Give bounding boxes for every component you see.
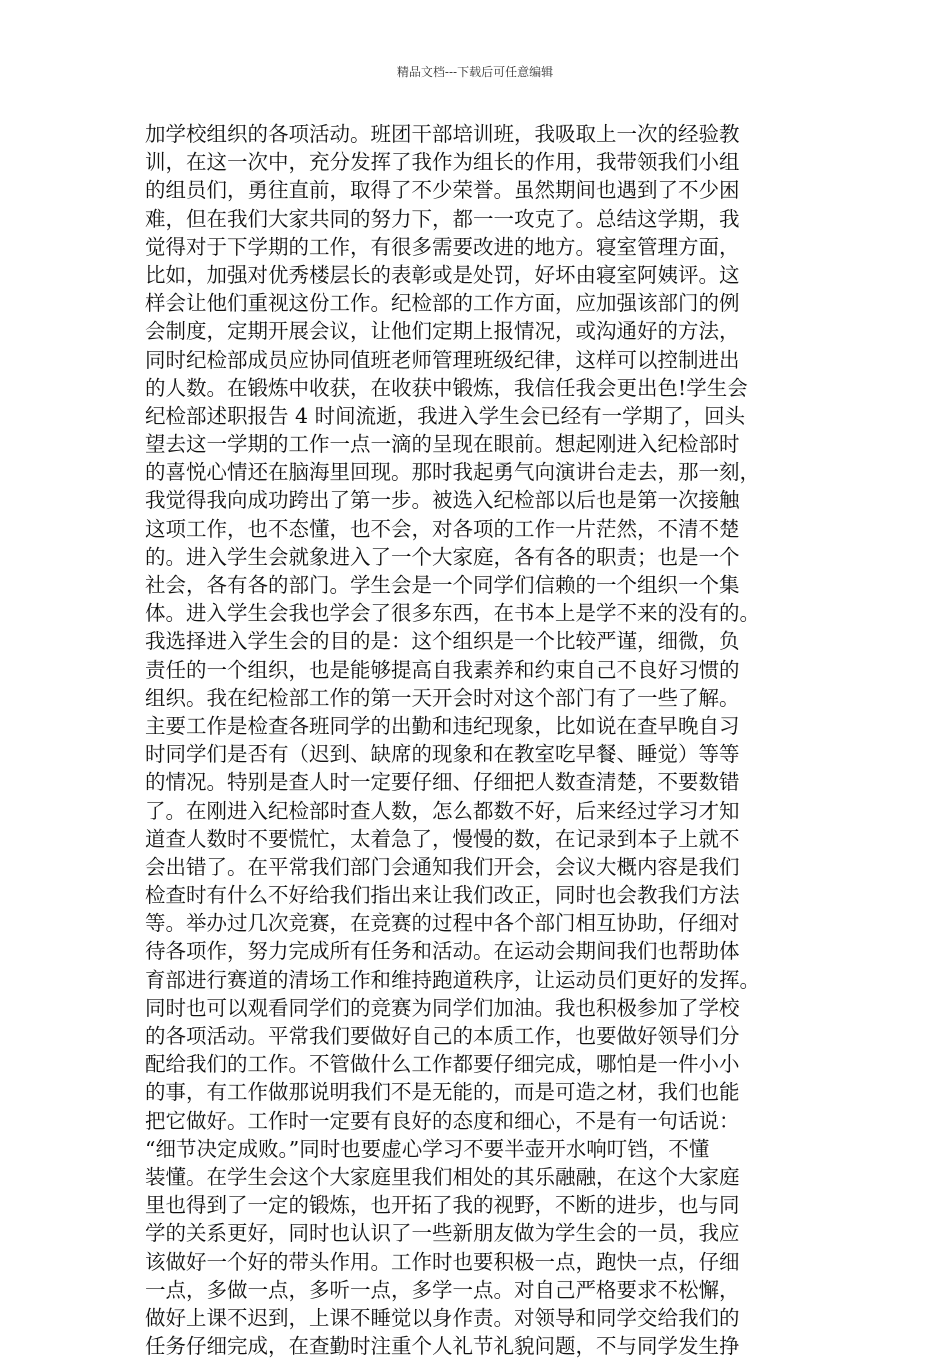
paragraph-line: 组织。我在纪检部工作的第一天开会时对这个部门有了一些了解。 <box>145 685 740 710</box>
paragraph-line: 觉得对于下学期的工作，有很多需要改进的地方。寝室管理方面， <box>145 234 740 259</box>
paragraph-line: 体。进入学生会我也学会了很多东西，在书本上是学不来的没有的。 <box>145 601 760 626</box>
paragraph-line: 的事，有工作做那说明我们不是无能的，而是可造之材，我们也能 <box>145 1080 740 1105</box>
paragraph-line: 主要工作是检查各班同学的出勤和违纪现象，比如说在查早晚自习 <box>145 713 740 738</box>
paragraph-line: 一点，多做一点，多听一点，多学一点。对自己严格要求不松懈， <box>145 1277 740 1302</box>
paragraph-line: 检查时有什么不好给我们指出来让我们改正，同时也会教我们方法 <box>145 883 740 908</box>
paragraph-line: “细节决定成败。”同时也要虚心学习不要半壶开水响叮铛，不懂 <box>145 1136 710 1161</box>
paragraph-line: 待各项作，努力完成所有任务和活动。在运动会期间我们也帮助体 <box>145 939 740 964</box>
paragraph-line: 我觉得我向成功跨出了第一步。被选入纪检部以后也是第一次接触 <box>145 488 740 513</box>
paragraph-line: 同时也可以观看同学们的竞赛为同学们加油。我也积极参加了学校 <box>145 995 740 1020</box>
paragraph-line: 等。举办过几次竞赛，在竞赛的过程中各个部门相互协助，仔细对 <box>145 911 740 936</box>
paragraph-line: 任务仔细完成，在查勤时注重个人礼节礼貌问题，不与同学发生挣 <box>145 1334 740 1359</box>
paragraph-line: 纪检部述职报告 4 时间流逝，我进入学生会已经有一学期了，回头 <box>145 403 746 428</box>
paragraph-line: 会出错了。在平常我们部门会通知我们开会，会议大概内容是我们 <box>145 854 740 879</box>
paragraph-line: 时同学们是否有（迟到、缺席的现象和在教室吃早餐、睡觉）等等 <box>145 742 740 767</box>
paragraph-line: 同时纪检部成员应协同值班老师管理班级纪律，这样可以控制进出 <box>145 347 740 372</box>
paragraph-line: 训，在这一次中，充分发挥了我作为组长的作用，我带领我们小组 <box>145 150 740 175</box>
document-body <box>145 120 815 1360</box>
paragraph-line: 的情况。特别是查人时一定要仔细、仔细把人数查清楚，不要数错 <box>145 770 740 795</box>
paragraph-line: 的。进入学生会就象进入了一个大家庭，各有各的职责；也是一个 <box>145 544 740 569</box>
paragraph-line: 育部进行赛道的清场工作和维持跑道秩序，让运动员们更好的发挥。 <box>145 967 760 992</box>
paragraph-line: 把它做好。工作时一定要有良好的态度和细心，不是有一句话说： <box>145 1108 740 1133</box>
paragraph-line: 会制度，定期开展会议，让他们定期上报情况，或沟通好的方法， <box>145 319 740 344</box>
paragraph-line: 社会，各有各的部门。学生会是一个同学们信赖的一个组织一个集 <box>145 573 740 597</box>
paragraph-line: 了。在刚进入纪检部时查人数，怎么都数不好，后来经过学习才知 <box>145 798 740 823</box>
paragraph-line: 责任的一个组织，也是能够提高自我素养和约束自己不良好习惯的 <box>145 657 740 682</box>
paragraph-line: 的各项活动。平常我们要做好自己的本质工作，也要做好领导们分 <box>145 1024 740 1048</box>
paragraph-line: 的人数。在锻炼中收获，在收获中锻炼，我信任我会更出色!学生会 <box>145 375 748 400</box>
paragraph-line: 里也得到了一定的锻炼，也开拓了我的视野，不断的进步，也与同 <box>145 1193 740 1218</box>
paragraph-line: 难，但在我们大家共同的努力下，都一一攻克了。总结这学期，我 <box>145 206 740 231</box>
paragraph-line: 道查人数时不要慌忙，太着急了，慢慢的数，在记录到本子上就不 <box>145 826 740 851</box>
paragraph-line: 望去这一学期的工作一点一滴的呈现在眼前。想起刚进入纪检部时 <box>145 432 740 457</box>
paragraph-line: 比如，加强对优秀楼层长的表彰或是处罚，好坏由寝室阿姨评。这 <box>145 262 740 287</box>
paragraph-line: 的组员们，勇往直前，取得了不少荣誉。虽然期间也遇到了不少困 <box>145 178 740 203</box>
page-header: 精品文档---下载后可任意编辑 <box>396 65 554 79</box>
paragraph-line: 装懂。在学生会这个大家庭里我们相处的其乐融融，在这个大家庭 <box>145 1164 740 1189</box>
paragraph-line: 做好上课不迟到，上课不睡觉以身作责。对领导和同学交给我们的 <box>145 1305 740 1330</box>
paragraph-line: 该做好一个好的带头作用。工作时也要积极一点，跑快一点，仔细 <box>145 1249 740 1274</box>
paragraph-line: 样会让他们重视这份工作。纪检部的工作方面，应加强该部门的例 <box>145 291 740 316</box>
paragraph-line: 配给我们的工作。不管做什么工作都要仔细完成，哪怕是一件小小 <box>145 1052 740 1077</box>
paragraph-line: 我选择进入学生会的目的是：这个组织是一个比较严谨，细微，负 <box>145 629 740 654</box>
paragraph-line: 加学校组织的各项活动。班团干部培训班，我吸取上一次的经验教 <box>145 122 740 146</box>
paragraph-line: 的喜悦心情还在脑海里回现。那时我起勇气向演讲台走去，那一刻， <box>145 460 760 485</box>
paragraph-line: 学的关系更好，同时也认识了一些新朋友做为学生会的一员，我应 <box>145 1221 740 1246</box>
paragraph-line: 这项工作，也不态懂，也不会，对各项的工作一片茫然，不清不楚 <box>145 516 740 541</box>
